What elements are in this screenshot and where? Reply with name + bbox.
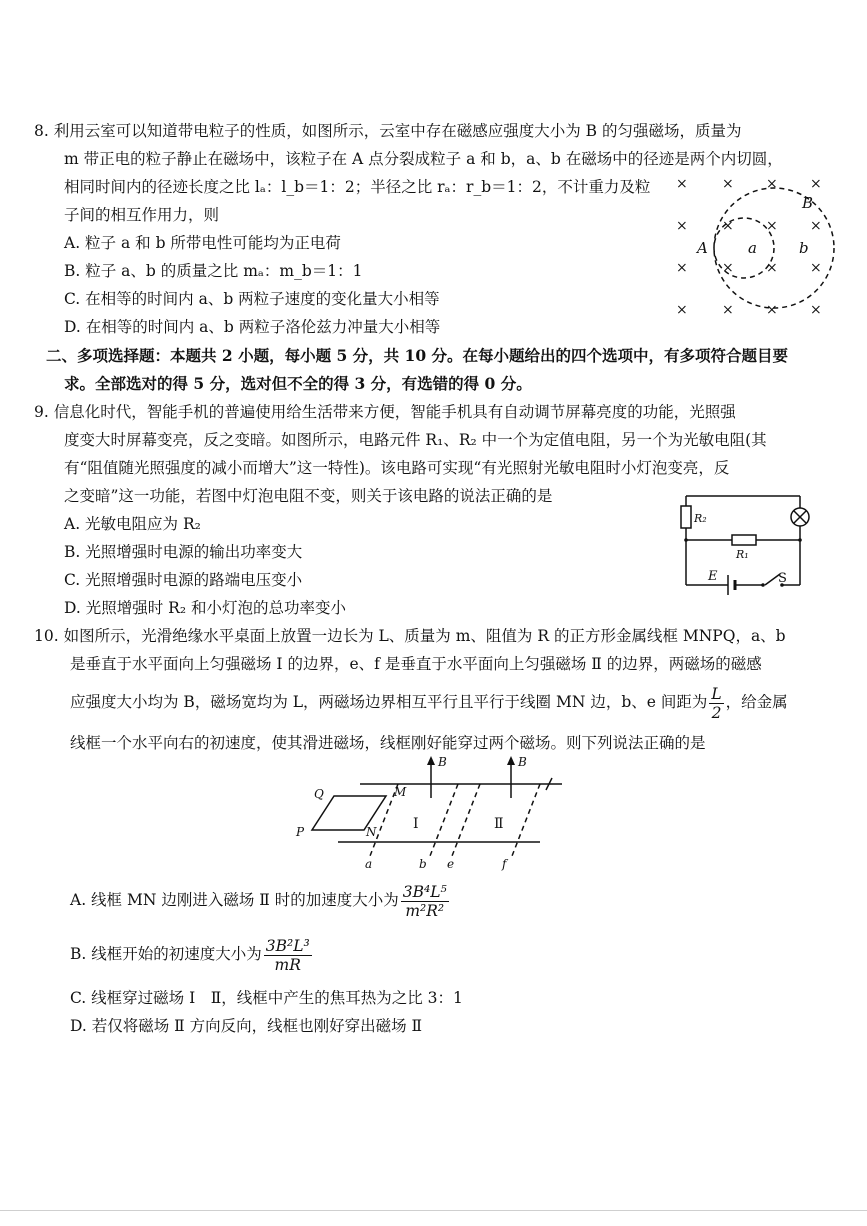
q8-line-1: 8. 利用云室可以知道带电粒子的性质，如图所示，云室中存在磁感应强度大小为 B 的匀强磁场，质量为	[34, 122, 742, 140]
q8-option-b: B. 粒子 a、b 的质量之比 mₐ：m_b＝1：1	[64, 262, 363, 280]
q8-line-2: m 带正电的粒子静止在磁场中，该粒子在 A 点分裂成粒子 a 和 b，a、b 在磁场中的径迹是两个内切圆，	[64, 150, 783, 168]
q9-line-2: 度变大时屏幕变亮，反之变暗。如图所示，电路元件 R₁、R₂ 中一个为定值电阻，另一个为光敏电阻(其	[64, 431, 767, 449]
label-B: B	[802, 194, 814, 212]
label-b-field-1: B	[438, 755, 447, 769]
label-m: M	[394, 785, 407, 799]
q9-option-b: B. 光照增强时电源的输出功率变大	[64, 543, 303, 561]
q10-line-3-text: 应强度大小均为 B，磁场宽均为 L，两磁场边界相互平行且平行于线圈 MN 边，b、e 间距为	[70, 693, 708, 711]
label-boundary-f: f	[502, 857, 507, 871]
field-mark: ×	[676, 218, 688, 234]
q10-line-4: 线框一个水平向右的初速度，使其滑进磁场，线框刚好能穿过两个磁场。则下列说法正确的是	[70, 734, 706, 752]
field-mark: ×	[810, 302, 822, 318]
q9-line-1: 9. 信息化时代，智能手机的普遍使用给生活带来方便，智能手机具有自动调节屏幕亮度的功能，光照强	[34, 403, 736, 421]
label-r1: R₁	[736, 548, 749, 561]
q10-option-b-text: B. 线框开始的初速度大小为	[70, 945, 262, 963]
field-mark: ×	[766, 218, 778, 234]
label-region-2: Ⅱ	[494, 816, 504, 832]
q9-line-4: 之变暗”这一功能，若图中灯泡电阻不变，则关于该电路的说法正确的是	[64, 487, 553, 505]
page-bottom-rule	[0, 1210, 867, 1211]
section-2-heading-line-1: 二、多项选择题：本题共 2 小题，每小题 5 分，共 10 分。在每小题给出的四个选项中，有多项符合题目要	[46, 346, 789, 365]
q8-magnetic-field-figure	[660, 168, 840, 328]
label-a: a	[748, 239, 757, 257]
boundary-b	[430, 784, 458, 856]
fraction-option-b: $\frac{\text{3B²L³}}{mR}$	[265, 936, 310, 974]
q8-line-4: 子间的相互作用力，则	[64, 206, 220, 224]
label-e: E	[708, 569, 718, 584]
field-mark: ×	[810, 218, 822, 234]
boundary-f	[512, 784, 540, 856]
q10-option-a	[70, 880, 451, 920]
field-mark: ×	[810, 176, 822, 192]
field-mark: ×	[766, 302, 778, 318]
resistor-r2	[681, 506, 691, 528]
q10-line-2: 是垂直于水平面向上匀强磁场 Ⅰ 的边界，e、f 是垂直于水平面向上匀强磁场 Ⅱ 的边界，两磁场的磁感	[70, 655, 762, 673]
label-b: b	[799, 239, 809, 257]
q9-option-d: D. 光照增强时 R₂ 和小灯泡的总功率变小	[64, 599, 346, 617]
label-r2: R₂	[694, 512, 707, 525]
label-b-field-2: B	[518, 755, 527, 769]
q10-line-3-suffix: ，给金属	[725, 693, 788, 711]
q10-option-c: C. 线框穿过磁场 Ⅰ Ⅱ，线框中产生的焦耳热为之比 3：1	[70, 989, 463, 1007]
q10-magnetic-fields-figure	[290, 756, 590, 874]
label-boundary-a: a	[365, 857, 373, 871]
field-mark: ×	[676, 302, 688, 318]
field-mark: ×	[722, 176, 734, 192]
label-n: N	[366, 825, 377, 839]
q10-line-1: 10. 如图所示，光滑绝缘水平桌面上放置一边长为 L、质量为 m、阻值为 R 的正方形金属线框 MNPQ，a、b	[34, 627, 786, 645]
label-q: Q	[314, 787, 324, 801]
q10-option-d: D. 若仅将磁场 Ⅱ 方向反向，线框也刚好穿出磁场 Ⅱ	[70, 1017, 423, 1035]
fraction-l-over-2: $\frac{L}{2}$	[711, 684, 722, 722]
label-p: P	[296, 825, 305, 839]
q8-line-3: 相同时间内的径迹长度之比 lₐ：l_b＝1：2；半径之比 rₐ：r_b＝1：2，不计重力及粒	[64, 178, 651, 196]
label-s: S	[778, 571, 787, 586]
label-boundary-b: b	[419, 857, 427, 871]
field-mark: ×	[676, 260, 688, 276]
label-region-1: Ⅰ	[413, 816, 419, 832]
section-2-heading-line-2: 求。全部选对的得 5 分，选对但不全的得 3 分，有选错的得 0 分。	[64, 374, 532, 393]
q10-line-3	[70, 683, 788, 722]
q10-option-a-text: A. 线框 MN 边刚进入磁场 Ⅱ 时的加速度大小为	[70, 891, 399, 909]
q8-option-a: A. 粒子 a 和 b 所带电性可能均为正电荷	[64, 234, 341, 252]
label-boundary-e: e	[447, 857, 455, 871]
q8-option-c: C. 在相等的时间内 a、b 两粒子速度的变化量大小相等	[64, 290, 440, 308]
q10-option-b	[70, 934, 314, 974]
resistor-r1	[732, 535, 756, 545]
field-mark: ×	[766, 176, 778, 192]
field-mark: ×	[810, 260, 822, 276]
boundary-e	[452, 784, 480, 856]
field-mark: ×	[766, 260, 778, 276]
q8-option-d: D. 在相等的时间内 a、b 两粒子洛伦兹力冲量大小相等	[64, 318, 441, 336]
label-A: A	[697, 239, 708, 257]
q9-line-3: 有“阻值随光照强度的减小而增大”这一特性)。该电路可实现“有光照射光敏电阻时小灯泡变亮，反	[64, 459, 730, 477]
q9-option-a: A. 光敏电阻应为 R₂	[64, 515, 201, 533]
field-mark: ×	[722, 302, 734, 318]
q9-option-c: C. 光照增强时电源的路端电压变小	[64, 571, 303, 589]
field-mark: ×	[722, 218, 734, 234]
q9-circuit-figure	[670, 490, 830, 590]
field-mark: ×	[676, 176, 688, 192]
fraction-option-a: $\frac{\text{3B⁴L⁵}}{\text{m²R²}}$	[402, 882, 447, 920]
field-mark: ×	[722, 260, 734, 276]
